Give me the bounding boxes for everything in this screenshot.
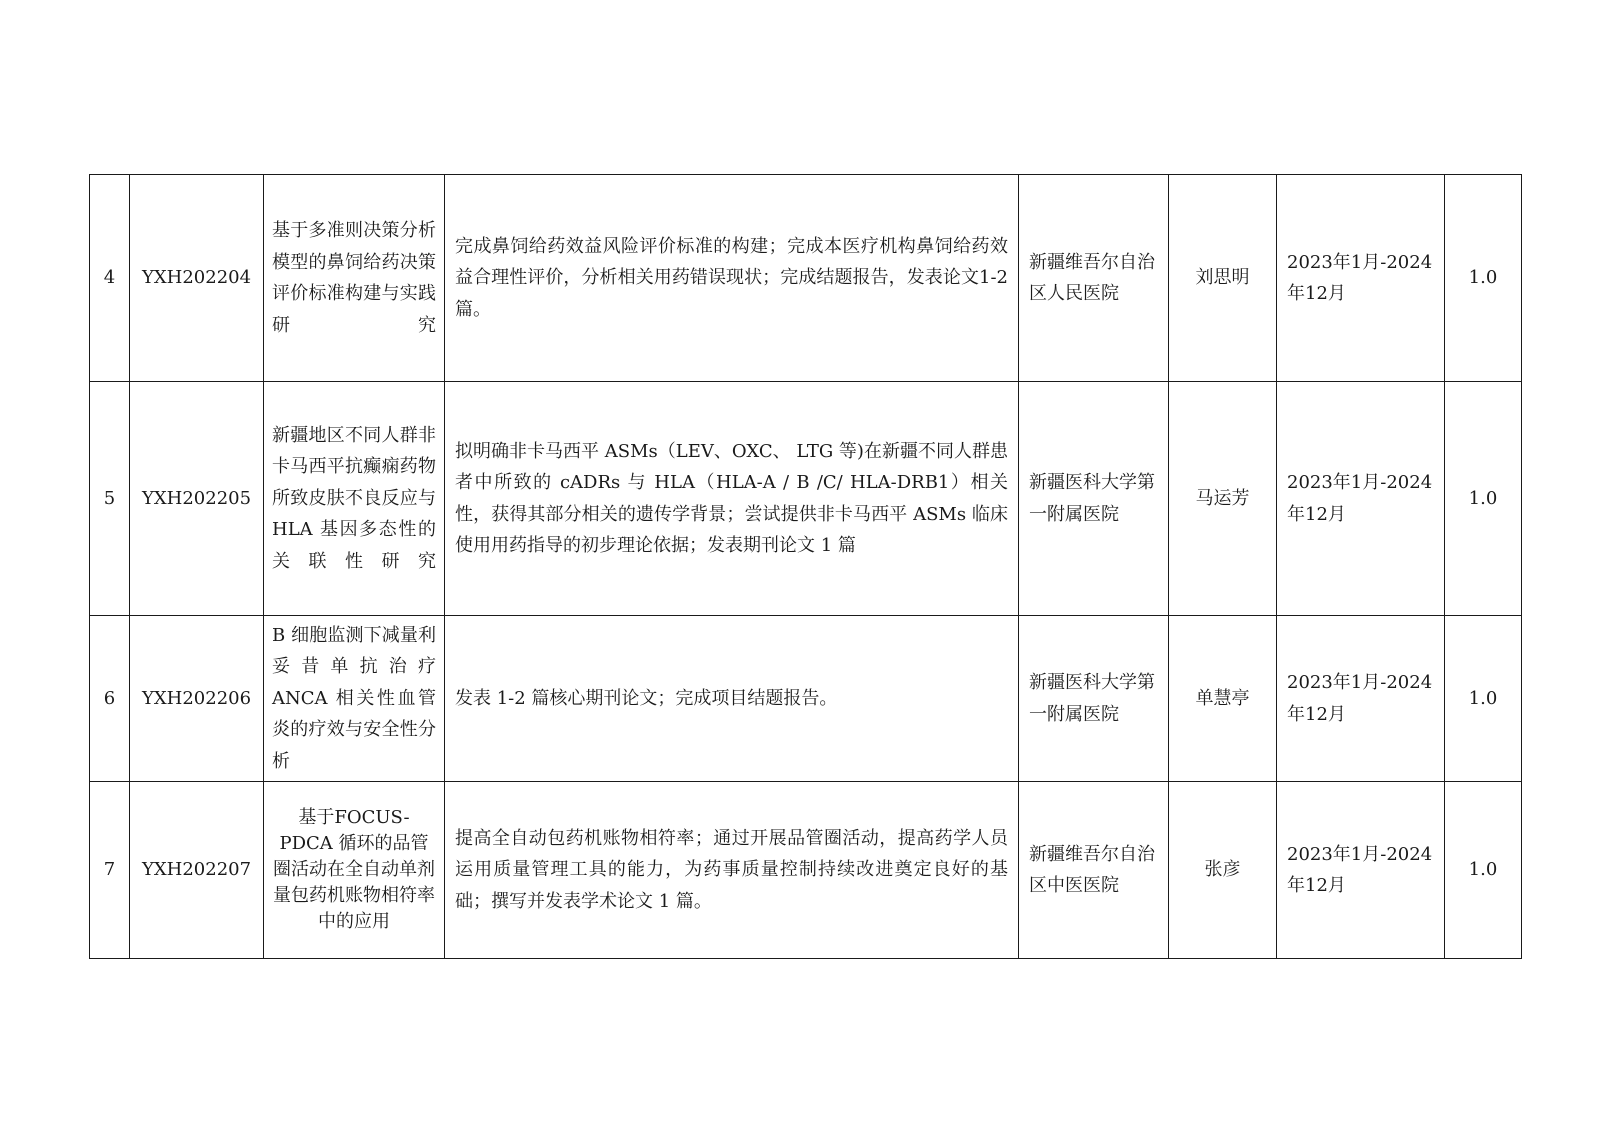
- project-unit: 新疆维吾尔自治区人民医院: [1019, 175, 1169, 382]
- project-fund: 1.0: [1445, 175, 1522, 382]
- project-goal: 提高全自动包药机账物相符率；通过开展品管圈活动，提高药学人员运用质量管理工具的能力，为药事质量控制持续改进奠定良好的基础；撰写并发表学术论文 1 篇。: [445, 782, 1019, 959]
- project-period: 2023年1月-2024年12月: [1277, 616, 1445, 782]
- project-leader: 刘思明: [1169, 175, 1277, 382]
- project-leader: 张彦: [1169, 782, 1277, 959]
- project-period: 2023年1月-2024年12月: [1277, 782, 1445, 959]
- project-code: YXH202206: [130, 616, 264, 782]
- project-table: [89, 174, 1522, 959]
- row-index: 6: [90, 616, 130, 782]
- project-title: 基于多准则决策分析模型的鼻饲给药决策评价标准构建与实践研究: [264, 175, 445, 382]
- project-title: 基于FOCUS-PDCA 循环的品管圈活动在全自动单剂量包药机账物相符率中的应用: [264, 782, 445, 959]
- row-index: 7: [90, 782, 130, 959]
- table-row: [90, 616, 1522, 782]
- project-period: 2023年1月-2024年12月: [1277, 175, 1445, 382]
- project-unit: 新疆维吾尔自治区中医医院: [1019, 782, 1169, 959]
- project-goal: 拟明确非卡马西平 ASMs（LEV、OXC、 LTG 等)在新疆不同人群患者中所致的 cADRs 与 HLA（HLA-A / B /C/ HLA-DRB1）相关性，获得其部分相关的遗传学背景；尝试提供非卡马西平 ASMs 临床使用用药指导的初步理论依据；发表期刊论文 1 篇: [445, 382, 1019, 616]
- project-leader: 马运芳: [1169, 382, 1277, 616]
- project-leader: 单慧亭: [1169, 616, 1277, 782]
- project-code: YXH202205: [130, 382, 264, 616]
- project-goal: 完成鼻饲给药效益风险评价标准的构建；完成本医疗机构鼻饲给药效益合理性评价，分析相关用药错误现状；完成结题报告，发表论文1-2篇。: [445, 175, 1019, 382]
- project-unit: 新疆医科大学第一附属医院: [1019, 382, 1169, 616]
- project-code: YXH202207: [130, 782, 264, 959]
- table-row: [90, 782, 1522, 959]
- project-code: YXH202204: [130, 175, 264, 382]
- project-title: B 细胞监测下减量利妥昔单抗治疗 ANCA 相关性血管炎的疗效与安全性分析: [264, 616, 445, 782]
- project-period: 2023年1月-2024年12月: [1277, 382, 1445, 616]
- project-fund: 1.0: [1445, 616, 1522, 782]
- table-row: [90, 175, 1522, 382]
- project-goal: 发表 1-2 篇核心期刊论文；完成项目结题报告。: [445, 616, 1019, 782]
- row-index: 4: [90, 175, 130, 382]
- project-fund: 1.0: [1445, 382, 1522, 616]
- project-unit: 新疆医科大学第一附属医院: [1019, 616, 1169, 782]
- project-title: 新疆地区不同人群非卡马西平抗癫痫药物所致皮肤不良反应与HLA 基因多态性的关联性研究: [264, 382, 445, 616]
- row-index: 5: [90, 382, 130, 616]
- table-row: [90, 382, 1522, 616]
- project-fund: 1.0: [1445, 782, 1522, 959]
